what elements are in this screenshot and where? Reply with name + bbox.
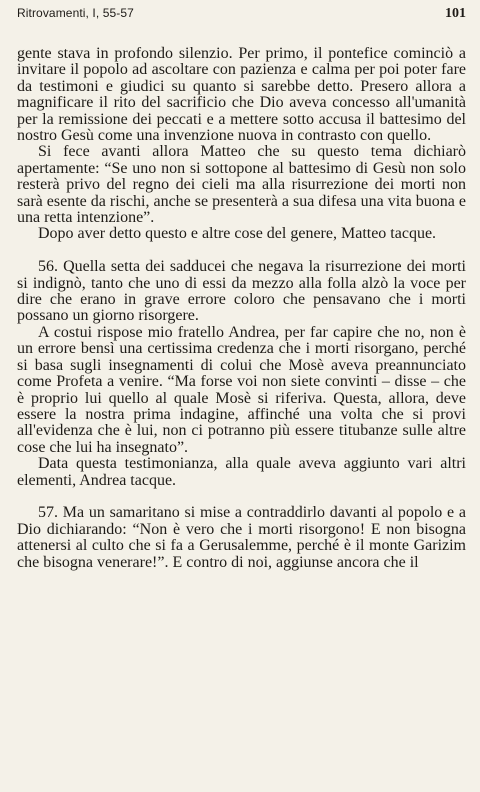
paragraph-matteo-silent: Dopo aver detto questo e altre cose del genere, Matteo tacque.	[38, 225, 437, 243]
paragraph-continuation: gente stava in profondo silenzio. Per primo, il pontefice cominciò a invitare il popolo ad ascoltare con pazienza e calma per poi poter fare da testimoni e giudici su quanto si sarebbe detto. Presero allora a magnificare il rito del sacrificio che Dio aveva concesso all'umanità per la remissione dei peccati e a mettere sotto accusa il battesimo del nostro Gesù come una invenzione nuova in contrasto con quello.	[17, 45, 466, 145]
page-header	[17, 6, 466, 32]
paragraph-matteo-speech: Si fece avanti allora Matteo che su questo tema dichiarò apertamente: “Se uno non si sottopone al battesimo di Gesù non solo resterà privo del regno dei cieli ma alla risurrezione dei morti non sarà esente da rischi, anche se presenterà a sua difesa una vita buona e una retta intenzione”.	[17, 143, 466, 227]
paragraph-andrea-silent: Data questa testimonianza, alla quale aveva aggiunto vari altri elementi, Andrea tacque.	[17, 455, 466, 489]
paragraph-section-56: 56. Quella setta dei sadducei che negava la risurrezione dei morti si indignò, tanto che uno di essi da mezzo alla folla alzò la voce per dire che erano in grave errore coloro che pensavano che i morti possano un giorno risorgere.	[17, 258, 466, 325]
body-text	[17, 32, 466, 571]
page-number: 101	[445, 6, 466, 21]
paragraph-andrea-reply: A costui rispose mio fratello Andrea, per far capire che no, non è un errore bensì una certissima credenza che i morti risorgano, perché si basa sugli insegnamenti di colui che Mosè aveva preannunciato come Profeta a venire. “Ma forse voi non siete convinti – disse – che è proprio lui quello al quale Mosè si riferiva. Questa, allora, deve essere la nostra prima indagine, affinché una volta che si provi all'evidenza che è lui, non ci potranno più essere titubanze sulle altre cose che lui ha insegnato”.	[17, 323, 466, 456]
running-head: Ritrovamenti, I, 55-57	[17, 6, 134, 20]
paragraph-section-57: 57. Ma un samaritano si mise a contraddirlo davanti al popolo e a Dio dichiarando: “Non è vero che i morti risorgono! E non bisogna attenersi al culto che si fa a Gerusalemme, perché è il monte Garizim che bisogna venerare!”. E contro di noi, aggiunse ancora che il	[17, 504, 466, 571]
